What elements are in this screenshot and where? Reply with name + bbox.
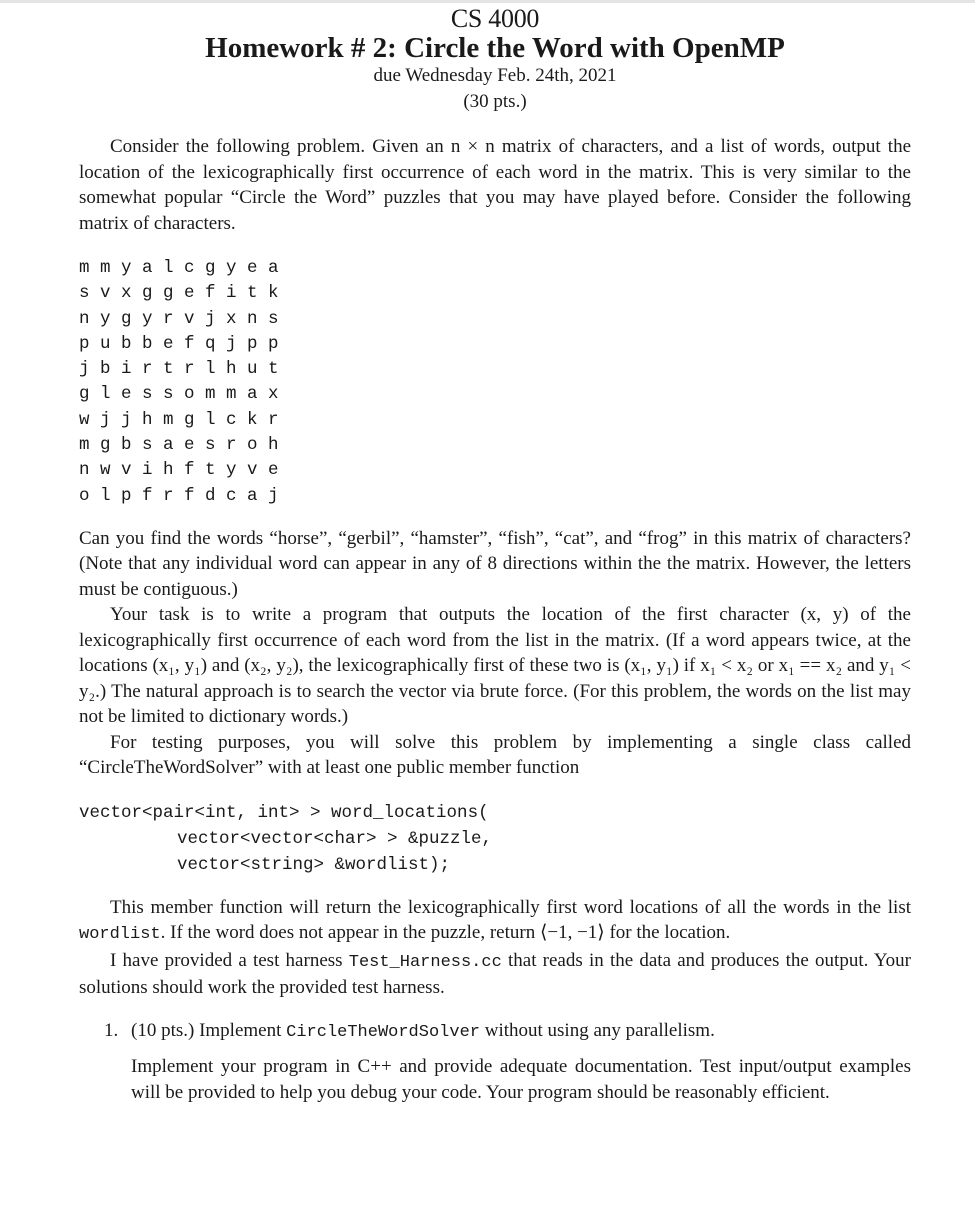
title-block bbox=[79, 4, 911, 114]
code-line: vector<vector<char> > &puzzle, bbox=[177, 828, 493, 849]
top-border bbox=[0, 0, 975, 3]
character-matrix bbox=[79, 256, 911, 509]
question-paragraph: Can you find the words “horse”, “gerbil”, “hamster”, “fish”, “cat”, and “frog” in this matrix of characters? (Note that any individual word can appear in any of 8 directions within the the matrix. However, the letters must be contiguous.) bbox=[79, 527, 911, 600]
list-item bbox=[104, 1018, 911, 1106]
document-page bbox=[79, 4, 911, 1105]
class-name-code: CircleTheWordSolver bbox=[286, 1022, 480, 1042]
intro-paragraph: Consider the following problem. Given an n × n matrix of characters, and a list of words, output the location of the lexicographically first occurrence of each word in the matrix. This is very similar to the somewhat popular “Circle the Word” puzzles that you may have played before. Consider the following matrix of characters. bbox=[79, 136, 911, 234]
task-detail: Implement your program in C++ and provide adequate documentation. Test input/output examples will be provided to help you debug your code. Your program should be reasonably efficient. bbox=[131, 1056, 911, 1103]
list-item-number: 1. bbox=[104, 1019, 119, 1041]
course-name: CS 4000 bbox=[450, 4, 540, 33]
code-line: vector<string> &wordlist); bbox=[177, 854, 451, 875]
matrix-row: w j j h m g l c k r bbox=[79, 409, 279, 430]
matrix-row: j b i r t r l h u t bbox=[79, 359, 279, 380]
matrix-row: o l p f r f d c a j bbox=[79, 485, 279, 506]
harness-filename: Test_Harness.cc bbox=[348, 952, 502, 972]
matrix-row: g l e s s o m m a x bbox=[79, 384, 279, 405]
homework-title: Homework # 2: Circle the Word with OpenMP bbox=[205, 32, 785, 64]
task-list bbox=[79, 1018, 911, 1106]
function-signature-code bbox=[79, 800, 911, 878]
task-description-paragraph: Your task is to write a program that outputs the location of the first character (x, y) of the lexicographically first occurrence of each word from the list in the matrix. (If a word appears twice, at the locations (x₁, y₁) and (x₂, y₂), the lexicographically first of these two is (x₁, y₁) if x₁ < x₂ or x₁ == x₂ and y₁ < y₂.) The natural approach is to search the vector via brute force. (For this problem, the words on the list may not be limited to dictionary words.) bbox=[79, 604, 911, 728]
points-total: (30 pts.) bbox=[463, 91, 527, 112]
testing-paragraph: For testing purposes, you will solve this problem by implementing a single class called “CircleTheWordSolver” with at least one public member function bbox=[79, 731, 911, 779]
code-line: vector<pair<int, int> > word_locations( bbox=[79, 802, 489, 823]
matrix-row: n y g y r v j x n s bbox=[79, 308, 279, 329]
return-text-pre: This member function will return the lexicographically first word locations of all the words in the list bbox=[110, 896, 911, 918]
task-lead-post: without using any parallelism. bbox=[479, 1019, 715, 1041]
return-text-post: . If the word does not appear in the puzzle, return ⟨−1, −1⟩ for the location. bbox=[160, 922, 731, 944]
harness-text-post: that reads in the data and produces the output. Your solutions should work the provided test harness. bbox=[79, 949, 911, 999]
matrix-row: m m y a l c g y e a bbox=[79, 258, 279, 278]
task-lead bbox=[131, 1018, 911, 1046]
wordlist-code: wordlist bbox=[79, 925, 161, 945]
matrix-row: n w v i h f t y v e bbox=[79, 460, 279, 481]
matrix-row: m g b s a e s r o h bbox=[79, 435, 279, 456]
matrix-row: p u b b e f q j p p bbox=[79, 333, 279, 354]
task-lead-pre: (10 pts.) Implement bbox=[131, 1019, 287, 1041]
harness-paragraph bbox=[79, 948, 911, 1001]
return-value-paragraph bbox=[79, 895, 911, 948]
due-date: due Wednesday Feb. 24th, 2021 bbox=[373, 65, 617, 86]
matrix-row: s v x g g e f i t k bbox=[79, 283, 279, 304]
harness-text-pre: I have provided a test harness bbox=[110, 949, 349, 971]
